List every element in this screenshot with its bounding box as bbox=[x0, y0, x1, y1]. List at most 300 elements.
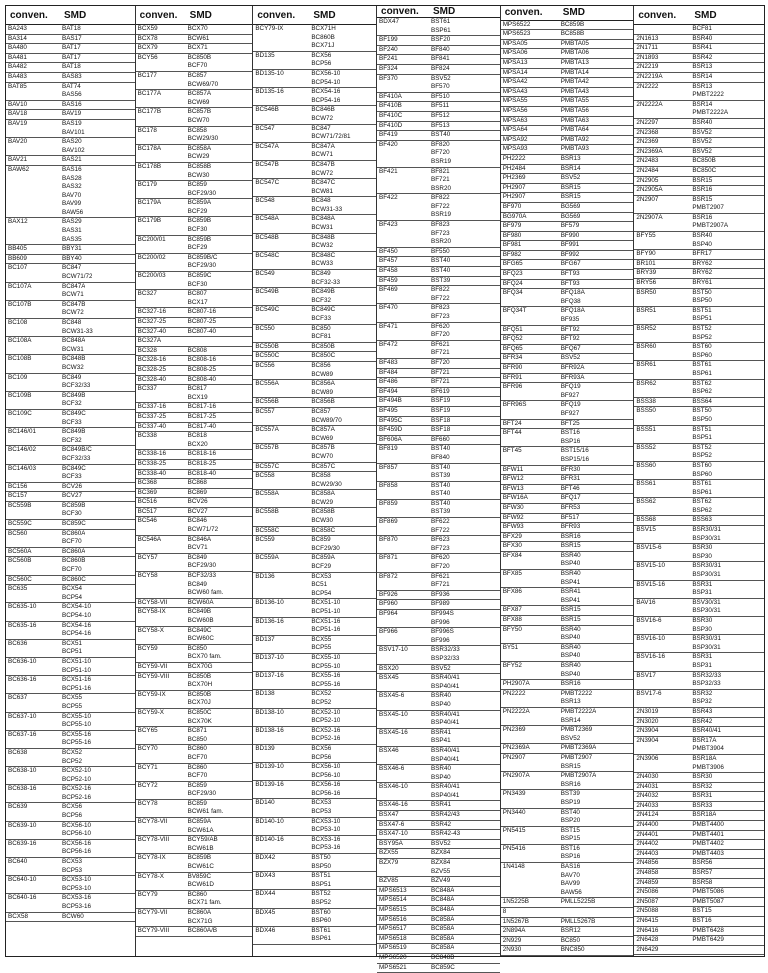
smd-part: PMBT2369A bbox=[560, 744, 597, 752]
smd-part: BCX54-16 bbox=[62, 621, 92, 629]
table-row bbox=[6, 694, 135, 712]
table-row bbox=[253, 197, 376, 215]
smd-part: BCW29/30 bbox=[187, 135, 219, 143]
smd-equivalents bbox=[62, 694, 82, 711]
header-conventional: conven. bbox=[10, 9, 48, 21]
smd-part: BF936 bbox=[431, 590, 450, 598]
smd-equivalents bbox=[692, 157, 715, 166]
smd-equivalents bbox=[692, 653, 712, 670]
column-body bbox=[377, 18, 500, 973]
smd-part: PMBTA64 bbox=[560, 126, 589, 134]
smd-part: BSP62 bbox=[692, 506, 712, 514]
table-row bbox=[253, 125, 376, 143]
conventional-part: PH2907A bbox=[502, 680, 530, 688]
smd-part: BCP51-16 bbox=[62, 684, 92, 692]
smd-part: BCP51-10 bbox=[62, 666, 92, 674]
smd-part: BST16 bbox=[560, 429, 580, 437]
conventional-part: 2N1711 bbox=[636, 44, 658, 52]
smd-part: BCX56 bbox=[62, 803, 82, 811]
table-row bbox=[377, 445, 500, 463]
smd-part: BSR16 bbox=[692, 186, 713, 194]
table-row bbox=[634, 927, 764, 937]
table-row bbox=[634, 269, 764, 279]
smd-part: BAV19 bbox=[62, 110, 82, 118]
table-row bbox=[377, 692, 500, 710]
smd-part: BSR13 bbox=[692, 82, 713, 90]
smd-equivalents bbox=[311, 234, 334, 251]
table-row bbox=[634, 859, 764, 869]
table-row bbox=[6, 156, 135, 166]
table-row bbox=[634, 101, 764, 119]
smd-equivalents bbox=[561, 383, 581, 400]
conventional-part: BF472 bbox=[379, 340, 398, 348]
smd-equivalents bbox=[692, 214, 728, 231]
table-row bbox=[377, 554, 500, 572]
smd-part: BST40 bbox=[431, 481, 451, 489]
conventional-part: BSX47-6 bbox=[379, 820, 405, 828]
smd-part: BCW29 bbox=[311, 498, 334, 506]
smd-part: BC848 bbox=[311, 197, 331, 205]
smd-part: BCF81 bbox=[311, 333, 331, 341]
smd-equivalents bbox=[431, 267, 450, 276]
conventional-part: BC179B bbox=[137, 217, 162, 225]
table-row bbox=[253, 781, 376, 799]
smd-part: BST60 bbox=[311, 908, 331, 916]
table-row bbox=[6, 83, 135, 101]
table-row bbox=[377, 407, 500, 417]
header-smd: SMD bbox=[694, 9, 717, 21]
table-row bbox=[377, 369, 500, 379]
smd-part: BAS83 bbox=[62, 72, 82, 80]
table-row bbox=[377, 248, 500, 258]
conventional-part: BC338-25 bbox=[137, 459, 167, 467]
conventional-part: BC337-40 bbox=[137, 422, 167, 430]
smd-equivalents bbox=[62, 557, 85, 574]
smd-part: BCX71J bbox=[311, 42, 335, 50]
smd-equivalents bbox=[431, 954, 454, 963]
smd-part: BSR15 bbox=[560, 606, 581, 614]
table-row bbox=[6, 428, 135, 446]
conventional-part: BC547 bbox=[255, 124, 275, 132]
smd-equivalents bbox=[62, 101, 82, 110]
table-row bbox=[136, 572, 253, 599]
smd-part: BC850B bbox=[311, 342, 335, 350]
table-row bbox=[136, 318, 253, 328]
smd-part: BCF70 bbox=[187, 753, 208, 761]
conventional-part: BF819 bbox=[379, 445, 398, 453]
table-row bbox=[634, 196, 764, 214]
smd-part: BC848A bbox=[431, 906, 455, 913]
table-row bbox=[634, 672, 764, 690]
smd-part: BSR32/33 bbox=[692, 671, 722, 679]
smd-equivalents bbox=[62, 255, 82, 264]
smd-part: BF822 bbox=[431, 194, 450, 202]
conventional-part: MPSA43 bbox=[502, 87, 528, 95]
smd-part: BCF70 bbox=[62, 538, 82, 546]
conventional-part: BC156 bbox=[8, 482, 28, 490]
smd-equivalents bbox=[431, 830, 460, 839]
smd-part: BF721 bbox=[431, 581, 450, 589]
smd-part: BSR18A bbox=[692, 811, 717, 819]
table-row bbox=[501, 193, 634, 203]
smd-equivalents bbox=[188, 163, 211, 180]
smd-equivalents bbox=[431, 801, 451, 810]
smd-part: PMBTA55 bbox=[560, 97, 589, 105]
table-row bbox=[6, 301, 135, 319]
table-row bbox=[377, 304, 500, 322]
conventional-part: BCY57 bbox=[137, 553, 158, 561]
smd-part: BCX71H bbox=[311, 25, 336, 32]
conventional-part: MPSA42 bbox=[502, 78, 528, 86]
conventional-part: 2N2297 bbox=[636, 118, 659, 126]
smd-equivalents bbox=[692, 269, 712, 278]
conventional-part: BF241 bbox=[379, 55, 398, 63]
smd-equivalents bbox=[188, 385, 208, 402]
smd-equivalents bbox=[188, 663, 213, 672]
smd-equivalents bbox=[62, 337, 85, 354]
conventional-part: BF858 bbox=[379, 481, 398, 489]
smd-equivalents bbox=[692, 927, 724, 936]
smd-part: BCX71 fam. bbox=[187, 899, 222, 907]
table-row bbox=[136, 432, 253, 450]
smd-equivalents bbox=[311, 527, 335, 536]
table-row bbox=[6, 749, 135, 767]
table-row bbox=[6, 35, 135, 45]
table-row bbox=[377, 65, 500, 75]
table-row bbox=[634, 755, 764, 773]
smd-part: BC858A bbox=[431, 915, 455, 923]
smd-equivalents bbox=[431, 417, 450, 426]
smd-part: BSP61 bbox=[692, 488, 712, 496]
conventional-part: MPS6518 bbox=[379, 934, 407, 942]
smd-equivalents bbox=[431, 674, 460, 691]
smd-part: BST61 bbox=[692, 480, 712, 488]
conventional-part: 2N4859 bbox=[636, 878, 659, 886]
smd-part: BSR41 bbox=[560, 588, 581, 596]
smd-part: BF994S bbox=[431, 610, 454, 617]
table-row bbox=[253, 636, 376, 654]
conventional-part: BSS60 bbox=[636, 461, 656, 469]
smd-equivalents bbox=[692, 907, 711, 916]
smd-equivalents bbox=[311, 52, 331, 69]
conventional-part: BC177A bbox=[137, 90, 162, 98]
smd-part: BSF19 bbox=[431, 406, 451, 414]
smd-equivalents bbox=[62, 319, 93, 336]
smd-equivalents bbox=[188, 145, 211, 162]
smd-equivalents bbox=[561, 809, 581, 826]
table-row bbox=[501, 307, 634, 325]
table-row bbox=[501, 326, 634, 336]
table-row bbox=[501, 383, 634, 401]
conventional-part: BF370 bbox=[379, 74, 398, 82]
table-row bbox=[136, 673, 253, 691]
smd-equivalents bbox=[62, 492, 82, 501]
conventional-part: MPSA92 bbox=[502, 135, 528, 143]
table-row bbox=[136, 800, 253, 818]
smd-part: BSV52 bbox=[431, 664, 451, 672]
conventional-part: BF872 bbox=[379, 572, 398, 580]
table-row bbox=[253, 618, 376, 636]
conventional-part: 2N2222 bbox=[636, 82, 659, 90]
smd-part: BCX51-16 bbox=[62, 676, 92, 684]
conventional-part: BSX47 bbox=[379, 811, 399, 819]
smd-part: BC859 bbox=[187, 181, 207, 189]
table-row bbox=[136, 599, 253, 609]
table-row bbox=[6, 44, 135, 54]
smd-part: BSP51 bbox=[311, 880, 331, 888]
smd-equivalents bbox=[561, 827, 581, 844]
smd-part: BSR40/41 bbox=[431, 746, 460, 754]
conventional-part: 2N2905 bbox=[636, 176, 659, 184]
conventional-part: BFQ34 bbox=[502, 289, 523, 297]
conventional-part: PH2484 bbox=[502, 164, 526, 172]
conventional-part: 2N3904 bbox=[636, 736, 659, 744]
smd-equivalents bbox=[311, 215, 334, 232]
smd-equivalents bbox=[188, 413, 216, 422]
smd-equivalents bbox=[188, 356, 216, 365]
smd-part: BSP40 bbox=[431, 773, 451, 781]
smd-equivalents bbox=[188, 709, 212, 726]
conventional-part: BCY78-X bbox=[137, 872, 164, 880]
smd-equivalents bbox=[692, 690, 712, 707]
conventional-part: BC337-16 bbox=[137, 403, 167, 411]
conventional-part: BC548A bbox=[255, 215, 279, 223]
conventional-part: BCY59 bbox=[137, 644, 158, 652]
conventional-part: BFR34 bbox=[502, 354, 523, 362]
smd-equivalents bbox=[561, 88, 589, 97]
smd-part: BCW31 bbox=[311, 224, 334, 232]
smd-equivalents bbox=[431, 341, 450, 358]
smd-part: BSR42-43 bbox=[431, 830, 461, 838]
smd-equivalents bbox=[431, 591, 450, 600]
table-row bbox=[6, 166, 135, 219]
smd-part: BSF20 bbox=[431, 36, 451, 44]
table-row bbox=[6, 492, 135, 502]
table-row bbox=[501, 690, 634, 708]
table-row bbox=[136, 508, 253, 518]
smd-equivalents bbox=[561, 845, 581, 862]
conventional-part: BC108B bbox=[8, 355, 32, 363]
conventional-part: BCX78 bbox=[137, 34, 158, 42]
smd-part: BCW71/72 bbox=[187, 526, 219, 534]
smd-part: BST60 bbox=[692, 461, 712, 469]
smd-equivalents bbox=[431, 397, 450, 406]
smd-equivalents bbox=[692, 44, 712, 53]
column-body bbox=[253, 25, 376, 956]
smd-part: BSR40 bbox=[431, 765, 451, 773]
smd-part: BF820 bbox=[431, 140, 450, 148]
conventional-part: MPS6517 bbox=[379, 925, 407, 933]
table-row bbox=[501, 552, 634, 570]
conventional-part: MPS6522 bbox=[502, 20, 531, 28]
smd-equivalents bbox=[561, 898, 596, 907]
conventional-part: BC640-10 bbox=[8, 876, 37, 884]
smd-equivalents bbox=[561, 213, 581, 222]
smd-part: BSP40 bbox=[560, 652, 581, 660]
table-row bbox=[501, 466, 634, 476]
smd-part: BSR40 bbox=[560, 662, 581, 669]
smd-part: BCP52-10 bbox=[62, 775, 92, 783]
smd-part: BC848A bbox=[431, 896, 455, 904]
smd-part: BST50 bbox=[311, 854, 331, 862]
smd-equivalents bbox=[62, 166, 83, 218]
smd-part: BCP53 bbox=[62, 866, 82, 874]
smd-equivalents bbox=[561, 772, 597, 789]
table-row bbox=[377, 747, 500, 765]
table-row bbox=[377, 646, 500, 664]
smd-part: BST60 bbox=[692, 343, 712, 351]
smd-equivalents bbox=[62, 548, 85, 557]
table-row bbox=[253, 270, 376, 288]
smd-part: BC859 bbox=[187, 781, 207, 789]
smd-equivalents bbox=[692, 672, 721, 689]
conventional-part: BF450 bbox=[379, 247, 398, 255]
smd-equivalents bbox=[62, 35, 82, 44]
conventional-part: BF982 bbox=[502, 250, 522, 258]
smd-equivalents bbox=[431, 93, 450, 102]
smd-equivalents bbox=[561, 184, 581, 193]
conventional-part: BSX45-16 bbox=[379, 728, 408, 736]
smd-part: BC856A bbox=[311, 380, 335, 388]
smd-part: BST39 bbox=[431, 276, 451, 284]
smd-part: BCW60A bbox=[187, 598, 214, 606]
smd-part: BSP30 bbox=[692, 625, 712, 633]
table-row bbox=[377, 18, 500, 36]
smd-part: BST39 bbox=[431, 472, 451, 480]
conventional-part: BC546A bbox=[137, 535, 162, 543]
smd-equivalents bbox=[188, 108, 211, 125]
table-row bbox=[136, 498, 253, 508]
smd-equivalents bbox=[692, 480, 712, 497]
smd-equivalents bbox=[311, 380, 334, 397]
table-row bbox=[377, 36, 500, 46]
table-row bbox=[634, 73, 764, 83]
table-row bbox=[377, 610, 500, 628]
smd-equivalents bbox=[431, 896, 454, 905]
smd-equivalents bbox=[692, 516, 712, 525]
conventional-part: 2N894A bbox=[502, 927, 526, 935]
conventional-part: BCX59 bbox=[137, 25, 158, 32]
smd-part: BCW31 bbox=[62, 345, 84, 353]
smd-part: BCX55-16 bbox=[311, 672, 341, 680]
table-row bbox=[136, 44, 253, 54]
conventional-part: PN2369A bbox=[502, 744, 530, 752]
smd-equivalents bbox=[561, 726, 593, 743]
smd-equivalents bbox=[561, 927, 581, 936]
smd-part: BAS20 bbox=[62, 138, 82, 146]
conventional-part: BC177B bbox=[137, 108, 162, 116]
smd-equivalents bbox=[561, 514, 580, 523]
table-row bbox=[377, 194, 500, 221]
smd-part: BC858B bbox=[311, 508, 335, 516]
conventional-part: BC177 bbox=[137, 71, 157, 79]
smd-part: BCX70 bbox=[187, 25, 208, 32]
conventional-part: 2N2907 bbox=[636, 195, 659, 203]
smd-part: BCP52 bbox=[62, 757, 82, 765]
smd-part: BC848B bbox=[62, 355, 86, 363]
smd-part: BCF32/33 bbox=[62, 382, 91, 390]
conventional-part: BD136-16 bbox=[255, 617, 284, 625]
conventional-part: BC560 bbox=[8, 529, 28, 537]
conventional-part: BB609 bbox=[8, 254, 27, 262]
table-row bbox=[6, 576, 135, 586]
conventional-part: BCY59-VII bbox=[137, 662, 168, 670]
conventional-part: 2N3019 bbox=[636, 707, 659, 715]
smd-part: BCF70 bbox=[62, 566, 82, 574]
table-row bbox=[253, 380, 376, 398]
smd-part: BC850 bbox=[560, 936, 580, 944]
conventional-part: BC328-40 bbox=[137, 375, 167, 383]
conventional-part: BFW13 bbox=[502, 484, 524, 492]
smd-equivalents bbox=[62, 245, 82, 254]
conventional-part: BFW93 bbox=[502, 523, 524, 531]
conventional-part: BC559 bbox=[255, 536, 275, 544]
conventional-part: BAT85 bbox=[8, 82, 27, 90]
header-conventional: conven. bbox=[638, 9, 677, 21]
smd-equivalents bbox=[62, 803, 82, 820]
smd-part: BFT92 bbox=[560, 325, 580, 333]
smd-part: BC817 bbox=[187, 385, 207, 393]
table-row bbox=[501, 726, 634, 744]
smd-part: BSR16 bbox=[692, 213, 713, 221]
smd-part: BF996 bbox=[431, 636, 450, 644]
smd-equivalents bbox=[692, 407, 712, 424]
table-row bbox=[377, 277, 500, 287]
conventional-part: MPSA56 bbox=[502, 106, 528, 114]
smd-part: BC849C bbox=[187, 626, 212, 634]
table-row bbox=[6, 822, 135, 840]
smd-part: BF840 bbox=[431, 45, 450, 53]
smd-equivalents bbox=[561, 401, 581, 418]
smd-part: BSR40 bbox=[560, 643, 581, 651]
table-row bbox=[501, 927, 634, 937]
conventional-part: PN2907A bbox=[502, 772, 530, 780]
conventional-part: BFT44 bbox=[502, 429, 522, 437]
conventional-part: BCY79-IX bbox=[255, 25, 284, 32]
table-row bbox=[6, 530, 135, 548]
table-row bbox=[377, 323, 500, 341]
smd-equivalents bbox=[311, 88, 340, 105]
conventional-part: BC550C bbox=[255, 352, 280, 360]
table-row bbox=[6, 840, 135, 858]
table-column-1 bbox=[6, 6, 136, 956]
smd-equivalents bbox=[692, 840, 724, 849]
conventional-part: MPS6519 bbox=[379, 944, 407, 952]
conventional-part: BA314 bbox=[8, 34, 27, 42]
table-row bbox=[253, 890, 376, 908]
smd-part: BC847B bbox=[62, 300, 86, 308]
table-row bbox=[377, 131, 500, 141]
conventional-part: BF240 bbox=[379, 45, 398, 53]
smd-equivalents bbox=[561, 193, 581, 202]
table-row bbox=[501, 542, 634, 552]
smd-part: BSF18 bbox=[431, 426, 451, 434]
table-row bbox=[6, 245, 135, 255]
smd-part: BSR13 bbox=[560, 154, 581, 162]
conventional-part: BCY58-X bbox=[137, 626, 164, 634]
table-row bbox=[136, 181, 253, 199]
table-row bbox=[253, 252, 376, 270]
conventional-part: PH2222 bbox=[502, 154, 526, 162]
table-row bbox=[253, 288, 376, 306]
smd-part: PMBT6428 bbox=[692, 926, 724, 934]
table-row bbox=[6, 465, 135, 483]
smd-equivalents bbox=[311, 599, 340, 616]
table-row bbox=[377, 801, 500, 811]
smd-part: BCX71 bbox=[187, 44, 208, 52]
smd-equivalents bbox=[431, 840, 451, 849]
smd-part: BC860A/B bbox=[187, 927, 218, 935]
